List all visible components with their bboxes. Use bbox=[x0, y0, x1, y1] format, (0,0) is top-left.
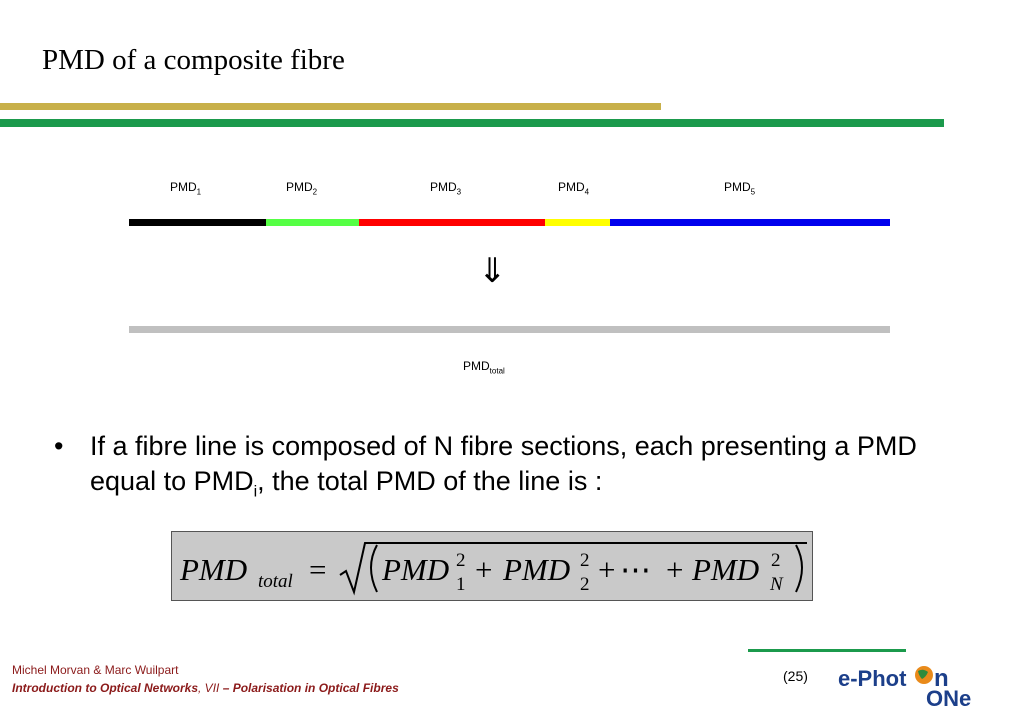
term-1-sub: 1 bbox=[456, 574, 466, 595]
formula-lhs-sub: total bbox=[258, 571, 293, 592]
fibre-segment-1 bbox=[129, 219, 266, 226]
paren-right bbox=[796, 545, 802, 592]
segment-label-4: $PMD_4$ bbox=[558, 180, 590, 197]
fibre-segment-5 bbox=[610, 219, 890, 226]
term-n: PMD bbox=[692, 552, 760, 587]
title-rule-green bbox=[0, 119, 944, 127]
plus-3: + bbox=[666, 552, 684, 587]
ellipsis: ⋯ bbox=[620, 552, 651, 587]
segment-label-1: $PMD_1$ bbox=[170, 180, 202, 197]
formula-lhs: PMD bbox=[180, 552, 248, 587]
segment-label-3: $PMD_3$ bbox=[430, 180, 462, 197]
footer-rule bbox=[748, 649, 906, 652]
term-1-exp: 2 bbox=[456, 550, 466, 571]
formula-equals: = bbox=[309, 552, 327, 587]
fibre-segment-4 bbox=[545, 219, 610, 226]
total-label: $PMD_{total}$ bbox=[463, 359, 505, 376]
term-2-exp: 2 bbox=[580, 550, 590, 571]
logo-text-e-phot: e-Phot bbox=[838, 666, 907, 691]
plus-2: + bbox=[598, 552, 616, 587]
formula-box bbox=[171, 531, 813, 601]
term-2: PMD bbox=[503, 552, 571, 587]
logo-text-one: ONe bbox=[926, 686, 972, 708]
term-n-exp: 2 bbox=[771, 550, 781, 571]
total-fibre bbox=[129, 326, 890, 333]
bullet-marker: • bbox=[54, 431, 64, 461]
slide-title: PMD of a composite fibre bbox=[42, 44, 345, 76]
segment-label-2: $PMD_2$ bbox=[286, 180, 318, 197]
bullet-text: If a fibre line is composed of N fibre sections, each presenting a PMD equal to $PMD_i$, the total PMD of the line is : bbox=[90, 431, 917, 501]
fibre-segment-3 bbox=[359, 219, 545, 226]
term-n-sub: N bbox=[770, 574, 783, 595]
plus-1: + bbox=[475, 552, 493, 587]
e-photon-one-logo bbox=[838, 660, 1018, 708]
title-rule-gold bbox=[0, 103, 661, 110]
fibre-segment-2 bbox=[266, 219, 359, 226]
pmd-total-formula bbox=[172, 532, 814, 602]
double-down-arrow-icon: ⇓ bbox=[478, 251, 507, 291]
segment-label-5: $PMD_5$ bbox=[724, 180, 756, 197]
footer-course: Introduction to Optical Networks, VII – Polarisation in Optical Fibres bbox=[12, 681, 399, 695]
term-2-sub: 2 bbox=[580, 574, 590, 595]
footer-authors: Michel Morvan & Marc Wuilpart bbox=[12, 663, 179, 677]
logo-text-n: n bbox=[934, 665, 949, 692]
page-number: (25) bbox=[783, 668, 808, 684]
term-1: PMD bbox=[382, 552, 450, 587]
paren-left bbox=[371, 545, 377, 592]
